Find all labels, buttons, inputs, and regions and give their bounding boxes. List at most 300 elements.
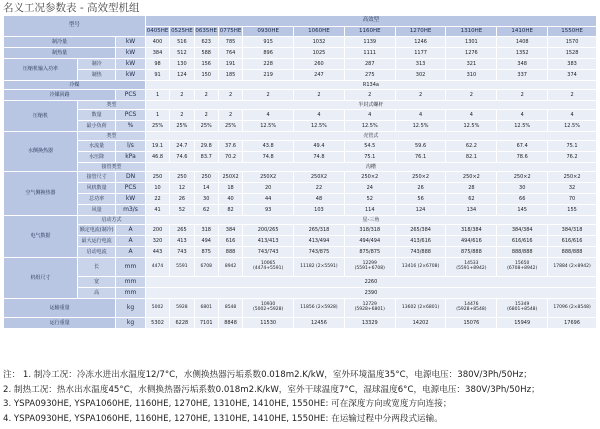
height-value: 2390	[145, 288, 596, 299]
conn-size-1270HE: 250×2	[395, 172, 446, 183]
rated-current-0775HE: 384	[218, 225, 242, 236]
heating-capacity-1310HE: 1276	[446, 48, 497, 59]
power-cooling-0775HE: 191	[218, 59, 242, 70]
max-current-0405HE: 320	[145, 236, 169, 247]
power-input-label: 压缩机输入功率	[4, 59, 78, 81]
airflow-0930HE: 93	[243, 205, 294, 216]
circuits-1310HE: 2	[446, 90, 497, 101]
circuits-1160HE: 2	[344, 90, 395, 101]
model-header-0405HE: 0405HE	[145, 27, 169, 37]
compressor-qty-1160HE: 4	[344, 110, 395, 121]
compressor-qty-1550HE: 4	[548, 110, 597, 121]
start-current-1160HE: 875/875	[344, 247, 395, 258]
power-cooling-0525HE: 130	[170, 59, 194, 70]
max-current-1310HE: 494/616	[446, 236, 497, 247]
operating-weight-1160HE: 13329	[344, 318, 395, 329]
rated-current-1550HE: 384/318	[548, 225, 597, 236]
min-load-label: 最小负荷	[78, 121, 116, 132]
notes	[3, 368, 599, 426]
start-current-0775HE: 888	[218, 247, 242, 258]
power-heating-0930HE: 219	[243, 70, 294, 81]
rated-current-0930HE: 200/265	[243, 225, 294, 236]
min-load-0635HE: 25%	[194, 121, 218, 132]
cooling-capacity-1160HE: 1139	[344, 37, 395, 48]
length-1270HE: 13416 (2×6708)	[395, 258, 446, 277]
model-header-1310HE: 1310HE	[446, 27, 497, 37]
start-current-0635HE: 875	[194, 247, 218, 258]
circuits-0405HE: 1	[145, 90, 169, 101]
table-row	[4, 59, 597, 70]
shipping-weight-0405HE: 5002	[145, 299, 169, 318]
heating-capacity-0930HE: 896	[243, 48, 294, 59]
operating-weight-unit: kg	[116, 318, 146, 329]
note-1: 注： 1. 制冷工况：冷冻水进出水温度12/7°C，水侧换热器污垢系数0.018m2.K/kW，室外环境温度35°C，电源电压：380V/3Ph/50Hz；	[3, 370, 532, 380]
fan-power-0635HE: 30	[194, 194, 218, 205]
conn-size-1410HE: 250×2	[497, 172, 548, 183]
circuits-0525HE: 2	[170, 90, 194, 101]
operating-weight-0930HE: 11530	[243, 318, 294, 329]
power-heating-0635HE: 150	[194, 70, 218, 81]
page-title: 名义工况参数表 - 高效型机组	[3, 2, 140, 14]
pressure-drop-1270HE: 76.1	[395, 152, 446, 163]
heating-capacity-0525HE: 512	[170, 48, 194, 59]
min-load-0405HE: 25%	[145, 121, 169, 132]
heating-capacity-label: 制热量	[4, 48, 116, 59]
airflow-label: 风量	[78, 205, 116, 216]
pressure-drop-1060HE: 74.8	[294, 152, 345, 163]
max-current-1160HE: 494/494	[344, 236, 395, 247]
water-flow-0635HE: 29.8	[194, 141, 218, 152]
conn-size-unit: DN	[116, 172, 146, 183]
pressure-drop-1410HE: 78.6	[497, 152, 548, 163]
table-row	[4, 288, 597, 299]
circuits-1270HE: 2	[395, 90, 446, 101]
power-cooling-0635HE: 156	[194, 59, 218, 70]
fan-qty-1060HE: 22	[294, 183, 345, 194]
table-row	[4, 216, 597, 225]
min-load-unit: %	[116, 121, 146, 132]
table-row	[4, 172, 597, 183]
min-load-1060HE: 12.5%	[294, 121, 345, 132]
table-row	[4, 318, 597, 329]
table-row	[4, 183, 597, 194]
table-row	[4, 16, 597, 27]
refrigerant-value: R134a	[145, 81, 596, 90]
rated-current-1060HE: 265/318	[294, 225, 345, 236]
fan-power-0775HE: 40	[218, 194, 242, 205]
table-row	[4, 163, 597, 172]
water-flow-label: 水流量	[78, 141, 116, 152]
power-heating-1550HE: 374	[548, 70, 597, 81]
table-row	[4, 236, 597, 247]
min-load-1410HE: 12.5%	[497, 121, 548, 132]
length-1160HE: 12299 (5591+6708)	[344, 258, 395, 277]
rated-current-unit: A	[116, 225, 146, 236]
operating-weight-1550HE: 17696	[548, 318, 597, 329]
airflow-1550HE: 155	[548, 205, 597, 216]
operating-weight-1270HE: 14202	[395, 318, 446, 329]
power-cooling-1270HE: 313	[395, 59, 446, 70]
shipping-weight-1160HE: 12729 (5928+6801)	[344, 299, 395, 318]
conn-size-1160HE: 250×2	[344, 172, 395, 183]
min-load-0930HE: 12.5%	[243, 121, 294, 132]
water-hx-type-value: 壳管式	[145, 132, 596, 141]
water-hx-type-label: 类型	[78, 132, 146, 141]
start-current-1550HE: 888/888	[548, 247, 597, 258]
start-current-0525HE: 743	[170, 247, 194, 258]
power-cooling-unit: kW	[116, 59, 146, 70]
start-current-1410HE: 888/888	[497, 247, 548, 258]
length-0930HE: 10065 (4474+5591)	[243, 258, 294, 277]
spec-table	[3, 15, 597, 329]
start-mode-label: 启动方式	[78, 216, 146, 225]
conn-size-0405HE: 250	[145, 172, 169, 183]
fan-qty-0930HE: 20	[243, 183, 294, 194]
table-row	[4, 277, 597, 288]
max-current-0930HE: 413/413	[243, 236, 294, 247]
shipping-weight-1310HE: 14476 (5928+8548)	[446, 299, 497, 318]
start-current-0930HE: 743/743	[243, 247, 294, 258]
length-0525HE: 5591	[170, 258, 194, 277]
table-row	[4, 70, 597, 81]
table-row	[4, 81, 597, 90]
water-flow-1550HE: 75.1	[548, 141, 597, 152]
model-header-0635HE: 0635HE	[194, 27, 218, 37]
fan-power-1410HE: 66	[497, 194, 548, 205]
power-cooling-1410HE: 348	[497, 59, 548, 70]
operating-weight-1410HE: 15949	[497, 318, 548, 329]
rated-current-0635HE: 318	[194, 225, 218, 236]
cooling-capacity-0635HE: 623	[194, 37, 218, 48]
shipping-weight-0930HE: 10930 (5002+5928)	[243, 299, 294, 318]
note-4: 4. YSPA0930HE, YSPA1060HE, 1160HE, 1270HE, 1310HE, 1410HE, 1550HE: 在运输过程中分两段式运输。	[3, 413, 443, 424]
conn-size-1550HE: 250×2	[548, 172, 597, 183]
conn-size-1060HE: 250X2	[294, 172, 345, 183]
heating-capacity-0405HE: 384	[145, 48, 169, 59]
length-0635HE: 6708	[194, 258, 218, 277]
cooling-capacity-0930HE: 915	[243, 37, 294, 48]
compressor-qty-1310HE: 4	[446, 110, 497, 121]
circuits-label: 冷媒回路	[4, 90, 116, 101]
fan-qty-1270HE: 26	[395, 183, 446, 194]
max-current-1060HE: 413/494	[294, 236, 345, 247]
conn-size-1310HE: 250×2	[446, 172, 497, 183]
start-current-unit: A	[116, 247, 146, 258]
compressor-qty-1270HE: 4	[395, 110, 446, 121]
length-1310HE: 14533 (5591+8942)	[446, 258, 497, 277]
water-flow-0930HE: 43.8	[243, 141, 294, 152]
cooling-capacity-0405HE: 400	[145, 37, 169, 48]
cooling-capacity-1060HE: 1032	[294, 37, 345, 48]
shipping-weight-1550HE: 17096 (2×8548)	[548, 299, 597, 318]
water-flow-unit: l/s	[116, 141, 146, 152]
fan-power-0525HE: 26	[170, 194, 194, 205]
refrigerant-label: 冷媒	[4, 81, 146, 90]
shipping-weight-0525HE: 5928	[170, 299, 194, 318]
airflow-1060HE: 103	[294, 205, 345, 216]
table-row	[4, 258, 597, 277]
power-heating-1060HE: 247	[294, 70, 345, 81]
pressure-drop-0405HE: 46.8	[145, 152, 169, 163]
heating-capacity-1160HE: 1111	[344, 48, 395, 59]
fan-power-label: 总功率	[78, 194, 116, 205]
operating-weight-0775HE: 8848	[218, 318, 242, 329]
rated-current-label: 额定电流(制冷)	[78, 225, 116, 236]
compressor-qty-label: 数量	[78, 110, 116, 121]
heating-capacity-1410HE: 1352	[497, 48, 548, 59]
circuits-unit: PCS	[116, 90, 146, 101]
max-current-0525HE: 413	[170, 236, 194, 247]
power-heating-unit: kW	[116, 70, 146, 81]
table-row	[4, 110, 597, 121]
rated-current-1410HE: 384/384	[497, 225, 548, 236]
power-cooling-0405HE: 98	[145, 59, 169, 70]
connection-type-label: 接管类型	[78, 163, 146, 172]
spec-table-wrapper	[3, 15, 597, 329]
fan-power-1310HE: 62	[446, 194, 497, 205]
fan-power-0405HE: 22	[145, 194, 169, 205]
power-heating-1310HE: 310	[446, 70, 497, 81]
table-row	[4, 194, 597, 205]
cooling-capacity-unit: kW	[116, 37, 146, 48]
width-label: 宽	[78, 277, 116, 288]
airflow-unit: m3/s	[116, 205, 146, 216]
fan-qty-0775HE: 18	[218, 183, 242, 194]
model-header-1160HE: 1160HE	[344, 27, 395, 37]
compressor-qty-1060HE: 4	[294, 110, 345, 121]
width-unit: mm	[116, 277, 146, 288]
max-current-1270HE: 413/616	[395, 236, 446, 247]
compressor-qty-0930HE: 4	[243, 110, 294, 121]
water-flow-0405HE: 19.1	[145, 141, 169, 152]
length-label: 长	[78, 258, 116, 277]
fan-power-0930HE: 44	[243, 194, 294, 205]
pressure-drop-unit: kPa	[116, 152, 146, 163]
heating-capacity-1060HE: 1025	[294, 48, 345, 59]
compressor-qty-0525HE: 2	[170, 110, 194, 121]
model-header-1550HE: 1550HE	[548, 27, 597, 37]
compressor-qty-0405HE: 1	[145, 110, 169, 121]
air-hx-label: 空气侧换热器	[4, 172, 78, 216]
min-load-1160HE: 12.5%	[344, 121, 395, 132]
compressor-qty-0635HE: 2	[194, 110, 218, 121]
length-unit: mm	[116, 258, 146, 277]
water-flow-1060HE: 49.4	[294, 141, 345, 152]
circuits-1550HE: 2	[548, 90, 597, 101]
start-current-1270HE: 743/888	[395, 247, 446, 258]
shipping-weight-unit: kg	[116, 299, 146, 318]
length-1550HE: 17884 (2×8942)	[548, 258, 597, 277]
water-flow-1270HE: 59.6	[395, 141, 446, 152]
airflow-1160HE: 114	[344, 205, 395, 216]
fan-qty-unit: PCS	[116, 183, 146, 194]
circuits-0635HE: 2	[194, 90, 218, 101]
operating-weight-1060HE: 12456	[294, 318, 345, 329]
shipping-weight-1270HE: 13602 (2×6801)	[395, 299, 446, 318]
conn-size-0635HE: 250	[194, 172, 218, 183]
water-flow-0525HE: 24.7	[170, 141, 194, 152]
min-load-1550HE: 12.5%	[548, 121, 597, 132]
shipping-weight-1060HE: 11856 (2×5928)	[294, 299, 345, 318]
shipping-weight-0775HE: 8548	[218, 299, 242, 318]
model-header-0775HE: 0775HE	[218, 27, 242, 37]
compressor-type-value: 半封式螺杆	[145, 101, 596, 110]
start-current-1060HE: 743/875	[294, 247, 345, 258]
compressor-qty-unit: PCS	[116, 110, 146, 121]
heating-capacity-1270HE: 1177	[395, 48, 446, 59]
start-current-0405HE: 443	[145, 247, 169, 258]
length-1410HE: 15650 (6708+8942)	[497, 258, 548, 277]
power-heating-0775HE: 185	[218, 70, 242, 81]
circuits-1410HE: 2	[497, 90, 548, 101]
header-model-label: 型号	[4, 16, 146, 37]
power-heating-0525HE: 124	[170, 70, 194, 81]
compressor-label: 压缩机	[4, 101, 78, 132]
airflow-0405HE: 41	[145, 205, 169, 216]
heating-capacity-1550HE: 1528	[548, 48, 597, 59]
cooling-capacity-1270HE: 1246	[395, 37, 446, 48]
model-header-1060HE: 1060HE	[294, 27, 345, 37]
pressure-drop-0775HE: 70.2	[218, 152, 242, 163]
cooling-capacity-0775HE: 785	[218, 37, 242, 48]
model-header-0930HE: 0930HE	[243, 27, 294, 37]
cooling-capacity-0525HE: 516	[170, 37, 194, 48]
model-header-1270HE: 1270HE	[395, 27, 446, 37]
operating-weight-label: 运行重量	[4, 318, 116, 329]
cooling-capacity-label: 制冷量	[4, 37, 116, 48]
electrical-label: 电气数据	[4, 216, 78, 258]
start-mode-value: 星-三角	[145, 216, 596, 225]
fan-qty-0635HE: 14	[194, 183, 218, 194]
power-cooling-1060HE: 260	[294, 59, 345, 70]
power-cooling-label: 制冷	[78, 59, 116, 70]
min-load-0525HE: 25%	[170, 121, 194, 132]
table-row	[4, 37, 597, 48]
airflow-0775HE: 82	[218, 205, 242, 216]
airflow-1410HE: 145	[497, 205, 548, 216]
power-heating-1160HE: 275	[344, 70, 395, 81]
operating-weight-0525HE: 6228	[170, 318, 194, 329]
shipping-weight-0635HE: 6801	[194, 299, 218, 318]
rated-current-1160HE: 318/318	[344, 225, 395, 236]
rated-current-0405HE: 200	[145, 225, 169, 236]
circuits-1060HE: 2	[294, 90, 345, 101]
pressure-drop-1160HE: 75.1	[344, 152, 395, 163]
table-row	[4, 90, 597, 101]
power-cooling-1310HE: 321	[446, 59, 497, 70]
max-current-1410HE: 616/616	[497, 236, 548, 247]
fan-qty-1550HE: 32	[548, 183, 597, 194]
airflow-1270HE: 124	[395, 205, 446, 216]
water-hx-label: 水侧换热器	[4, 132, 78, 172]
table-row	[4, 48, 597, 59]
fan-qty-1310HE: 28	[446, 183, 497, 194]
operating-weight-0635HE: 7101	[194, 318, 218, 329]
compressor-qty-1410HE: 4	[497, 110, 548, 121]
heating-capacity-0775HE: 764	[218, 48, 242, 59]
power-heating-0405HE: 91	[145, 70, 169, 81]
max-current-0775HE: 616	[218, 236, 242, 247]
pressure-drop-1310HE: 82.1	[446, 152, 497, 163]
length-0405HE: 4474	[145, 258, 169, 277]
water-flow-1160HE: 54.5	[344, 141, 395, 152]
dimensions-label: 机组尺寸	[4, 258, 78, 299]
operating-weight-0405HE: 5302	[145, 318, 169, 329]
water-flow-1310HE: 62.2	[446, 141, 497, 152]
min-load-1310HE: 12.5%	[446, 121, 497, 132]
table-row	[4, 205, 597, 216]
table-row	[4, 299, 597, 318]
compressor-qty-0775HE: 2	[218, 110, 242, 121]
heating-capacity-unit: kW	[116, 48, 146, 59]
power-heating-1270HE: 302	[395, 70, 446, 81]
fan-power-1160HE: 52	[344, 194, 395, 205]
fan-qty-1160HE: 24	[344, 183, 395, 194]
model-header-0525HE: 0525HE	[170, 27, 194, 37]
cooling-capacity-1550HE: 1570	[548, 37, 597, 48]
airflow-0525HE: 52	[170, 205, 194, 216]
start-current-label: 启动电流	[78, 247, 116, 258]
operating-weight-1310HE: 15076	[446, 318, 497, 329]
connection-type-value: 沟槽	[145, 163, 596, 172]
shipping-weight-label: 运输重量	[4, 299, 116, 318]
power-cooling-1160HE: 287	[344, 59, 395, 70]
power-cooling-1550HE: 383	[548, 59, 597, 70]
shipping-weight-1410HE: 15349 (6801+8548)	[497, 299, 548, 318]
pressure-drop-0525HE: 74.6	[170, 152, 194, 163]
note-3: 3. YSPA0930HE, YSPA1060HE, 1160HE, 1270HE, 1310HE, 1410HE, 1550HE: 可在深度方向或宽度方向连接；	[3, 399, 452, 409]
rated-current-1310HE: 318/384	[446, 225, 497, 236]
pressure-drop-1550HE: 76.2	[548, 152, 597, 163]
water-flow-0775HE: 37.6	[218, 141, 242, 152]
note-2: 2. 制热工况：热水出水温度45°C，水侧换热器污垢系数0.018m2.K/kW，室外干球温度7°C，湿球温度6°C，电源电压：380V/3Ph/50Hz；	[3, 384, 540, 395]
width-value: 2260	[145, 277, 596, 288]
table-row	[4, 225, 597, 236]
cooling-capacity-1310HE: 1301	[446, 37, 497, 48]
height-label: 高	[78, 288, 116, 299]
table-row	[4, 247, 597, 258]
rated-current-1270HE: 265/384	[395, 225, 446, 236]
fan-power-1550HE: 70	[548, 194, 597, 205]
pressure-drop-0930HE: 74.8	[243, 152, 294, 163]
heating-capacity-0635HE: 588	[194, 48, 218, 59]
table-row	[4, 132, 597, 141]
fan-qty-0525HE: 12	[170, 183, 194, 194]
start-current-1310HE: 875/888	[446, 247, 497, 258]
fan-power-unit: kW	[116, 194, 146, 205]
airflow-0635HE: 62	[194, 205, 218, 216]
water-flow-1410HE: 67.4	[497, 141, 548, 152]
table-row	[4, 121, 597, 132]
conn-size-0775HE: 250X2	[218, 172, 242, 183]
max-current-0635HE: 494	[194, 236, 218, 247]
power-heating-1410HE: 337	[497, 70, 548, 81]
table-row	[4, 152, 597, 163]
fan-qty-label: 风机数量	[78, 183, 116, 194]
fan-qty-0405HE: 10	[145, 183, 169, 194]
length-0775HE: 8942	[218, 258, 242, 277]
header-series-label: 高效型	[145, 16, 596, 27]
airflow-1310HE: 134	[446, 205, 497, 216]
conn-size-0525HE: 250	[170, 172, 194, 183]
rated-current-0525HE: 265	[170, 225, 194, 236]
cooling-capacity-1410HE: 1408	[497, 37, 548, 48]
max-current-label: 最大运行电流	[78, 236, 116, 247]
min-load-0775HE: 25%	[218, 121, 242, 132]
table-row	[4, 101, 597, 110]
pressure-drop-label: 水压降	[78, 152, 116, 163]
length-1060HE: 11182 (2×5591)	[294, 258, 345, 277]
